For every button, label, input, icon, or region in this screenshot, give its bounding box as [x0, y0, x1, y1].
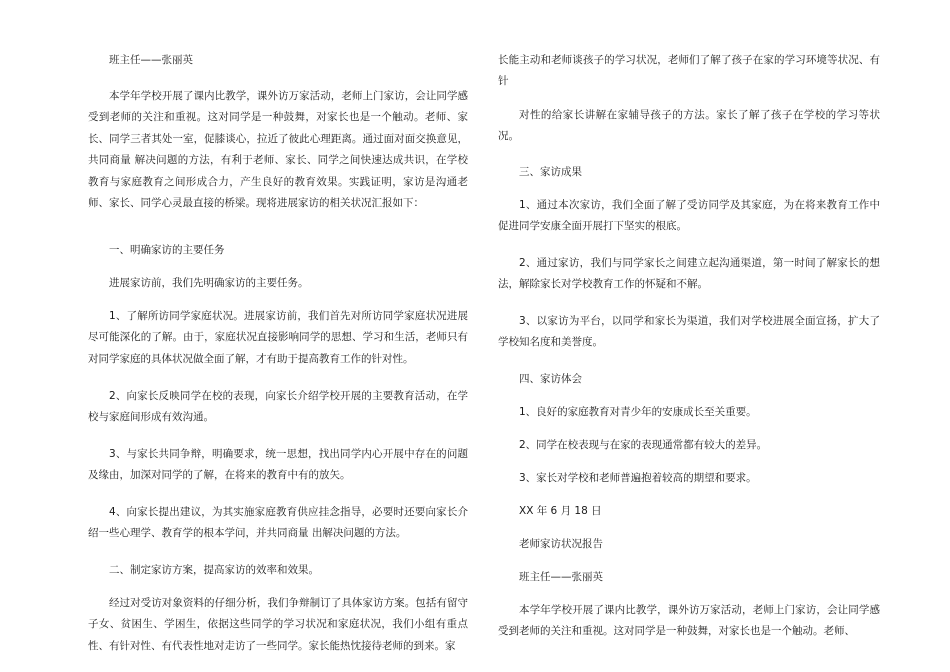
- section-heading-2: 二、制定家访方案，提高家访的效率和效果。: [109, 564, 319, 576]
- paragraph: 经过对受访对象资料的仔细分析，我们争辩制订了具体家访方案。包括有留守子女、贫困生、学困生，依据这些同学的学习状况和家庭状况，我们小组有重点性、有针对性、有代表性地对走访了一些同学。家长能热忱接待老师的到来。家: [88, 597, 468, 652]
- report-title: 老师家访状况报告: [519, 538, 603, 550]
- list-item: 1、了解所访同学家庭状况。进展家访前，我们首先对所访同学家庭状况进展尽可能深化的了解。由于，家庭状况直接影响同学的思想、学习和生活，老师只有对同学家庭的具体状况做全面了解，才有助于提高教育工作的针对性。: [88, 310, 468, 365]
- list-item: 2、通过家访，我们与同学家长之间建立起沟通渠道，第一时间了解家长的想法，解除家长对学校教育工作的怀疑和不解。: [498, 257, 880, 291]
- section-heading-1: 一、明确家访的主要任务: [109, 244, 225, 256]
- list-item: 3、以家访为平台，以同学和家长为渠道，我们对学校进展全面宣扬，扩大了学校知名度和美誉度。: [498, 315, 880, 349]
- intro-paragraph: 本学年学校开展了课内比教学，课外访万家活动，老师上门家访，会让同学感受到老师的关注和重视。这对同学是一种鼓舞，对家长也是一个触动。老师、家长、同学三者其处一室，促膝谈心，拉近了彼此心理距离。通过面对面交换意见，共同商量 解决问题的方法，有利于老师、家长、同学之间快速达成共识，在学校教育与家庭教育之间形成合力，产生良好的教育效果。实践证明，家访是沟通老师、家长、同学心灵最直接的桥梁。现将进展家访的相关状况汇报如下：: [88, 90, 468, 210]
- list-item: 3、家长对学校和老师普遍抱着较高的期望和要求。: [519, 472, 757, 484]
- list-item: 4、向家长提出建议，为其实施家庭教育供应挂念指导，必要时还要向家长介绍一些心理学、教育学的根本学问，并共同商量 出解决问题的方法。: [88, 506, 468, 540]
- list-item: 1、通过本次家访，我们全面了解了受访同学及其家庭，为在将来教育工作中促进同学安康全面开展打下坚实的根底。: [498, 199, 880, 233]
- teacher-byline: 班主任——张丽英: [519, 571, 603, 583]
- list-item: 2、向家长反映同学在校的表现，向家长介绍学校开展的主要教育活动，在学校与家庭间形成有效沟通。: [88, 390, 468, 424]
- paragraph-continued: 长能主动和老师谈孩子的学习状况，老师们了解了孩子在家的学习环境等状况、有针: [498, 54, 880, 88]
- teacher-byline: 班主任——张丽英: [109, 54, 193, 66]
- date-line: XX 年 6 月 18 日: [519, 505, 602, 517]
- list-item: 2、同学在校表现与在家的表现通常都有较大的差异。: [519, 439, 768, 451]
- section-heading-3: 三、家访成果: [519, 166, 582, 178]
- list-item: 1、良好的家庭教育对青少年的安康成长至关重要。: [519, 406, 757, 418]
- paragraph: 进展家访前，我们先明确家访的主要任务。: [109, 277, 309, 289]
- paragraph: 对性的给家长讲解在家辅导孩子的方法。家长了解了孩子在学校的学习等状况。: [498, 109, 880, 143]
- intro-paragraph: 本学年学校开展了课内比教学，课外访万家活动，老师上门家访，会让同学感受到老师的关注和重视。这对同学是一种鼓舞，对家长也是一个触动。老师、: [498, 604, 880, 638]
- list-item: 3、与家长共同争辩，明确要求，统一思想，找出同学内心开展中存在的问题及缘由，加深对同学的了解，在将来的教育中有的放矢。: [88, 448, 468, 482]
- section-heading-4: 四、家访体会: [519, 373, 582, 385]
